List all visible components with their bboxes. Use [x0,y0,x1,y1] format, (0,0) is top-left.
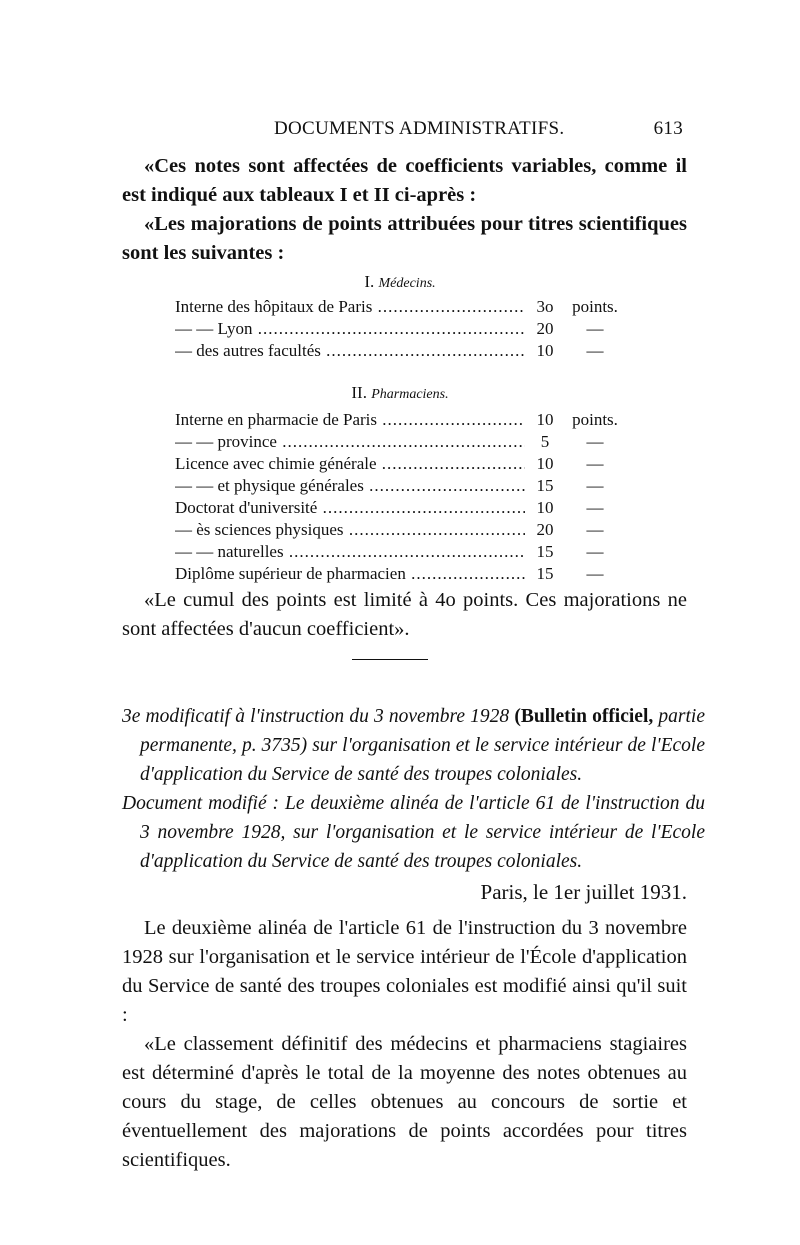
table1-heading [0,272,800,292]
page-number: 613 [653,118,683,139]
table-row [175,520,635,542]
row-label: Licence avec chimie générale ..... [175,454,525,474]
table-row [175,498,635,520]
row-label: Interne en pharmacie de Paris ..... [175,410,525,430]
row-points: 10 [536,454,554,473]
intro-paragraph-1: «Ces notes sont affectées de coefficients variables, comme il est indiqué aux tableaux I et II ci-après : [122,155,687,206]
table-row [175,454,635,476]
table-row [175,476,635,498]
row-label: — ès sciences physiques ..... [175,520,525,540]
row-unit: — [586,520,604,539]
table-medecins [175,297,635,363]
row-points: 10 [536,498,554,517]
row-label: — des autres facultés ..... [175,341,525,361]
row-points: 15 [536,476,554,495]
row-label: — — naturelles ..... [175,542,525,562]
row-points: 10 [536,341,554,360]
row-unit: — [586,564,604,583]
row-unit: — [586,498,604,517]
row-points: 3o [536,297,554,316]
table2-heading-num: II. [351,383,367,402]
row-unit: points. [572,410,618,429]
row-unit: — [586,542,604,561]
body-paragraph-1: Le deuxième alinéa de l'article 61 de l'instruction du 3 novembre 1928 sur l'organisation et le service intérieur de l'École d'application du Service de santé des troupes coloniales est modifié ainsi qu'il suit : [122,917,687,1026]
table-row [175,542,635,564]
table2-heading-label: Pharmaciens. [371,387,449,402]
table-row [175,432,635,454]
header-title: DOCUMENTS ADMINISTRATIFS. [274,118,565,139]
row-label: Interne des hôpitaux de Paris ..... [175,297,525,317]
row-points: 5 [540,432,550,451]
second-heading-paren: (Bulletin officiel, [509,706,659,727]
table1-heading-num: I. [364,272,375,291]
second-heading [122,702,705,789]
running-header [148,118,683,140]
row-unit: points. [572,297,618,316]
row-unit: — [586,341,604,360]
table1-heading-label: Médecins. [378,276,436,291]
table-row [175,410,635,432]
row-unit: — [586,476,604,495]
table-row [175,564,635,586]
section-divider [352,659,428,660]
table-row [175,319,635,341]
row-points: 20 [536,520,554,539]
row-unit: — [586,454,604,473]
row-unit: — [586,432,604,451]
second-heading-start: 3e modificatif à l'instruction du 3 novembre 1928 [122,706,510,727]
row-label: — — Lyon ..... [175,319,525,339]
row-label: Diplôme supérieur de pharmacien ..... [175,564,525,584]
row-label: — — province ..... [175,432,525,452]
row-points: 20 [536,319,554,338]
date-line: Paris, le 1er juillet 1931. [480,880,687,904]
second-heading-rest: partie permanente, p. 3735) sur l'organisation et le service intérieur de l'Ecole d'application du Service de santé des troupes coloniales. [140,706,705,785]
row-points: 15 [536,564,554,583]
table2-heading [0,383,800,403]
row-points: 15 [536,542,554,561]
row-label: — — et physique générales ..... [175,476,525,496]
row-points: 10 [536,410,554,429]
table-row [175,297,635,319]
cumul-paragraph: «Le cumul des points est limité à 4o points. Ces majorations ne sont affectées d'aucun coefficient». [122,589,687,640]
row-label: Doctorat d'université ..... [175,498,525,518]
body-paragraph-2: «Le classement définitif des médecins et pharmaciens stagiaires est déterminé d'après le total de la moyenne des notes obtenues au cours du stage, de celles obtenues au concours de sortie et éventuellement des majorations de points accordées pour titres scientifiques. [122,1033,687,1171]
document-modifie: Document modifié : Le deuxième alinéa de l'article 61 de l'instruction du 3 novembre 1928, sur l'organisation et le service intérieur de l'Ecole d'application du Service de santé des troupes coloniales. [122,793,705,872]
intro-paragraph-2: «Les majorations de points attribuées pour titres scientifiques sont les suivantes : [122,213,687,264]
row-unit: — [586,319,604,338]
table-row [175,341,635,363]
table-pharmaciens [175,410,635,586]
